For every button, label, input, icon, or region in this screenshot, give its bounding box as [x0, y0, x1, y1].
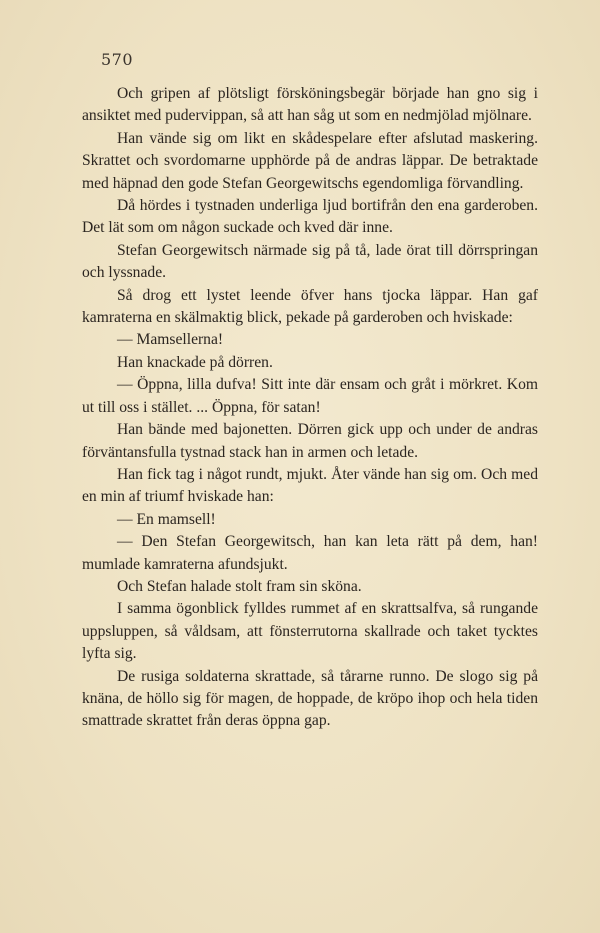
paragraph: Han bände med bajonetten. Dörren gick upp och under de andras förväntansfulla tystnad stack han in armen och letade. [82, 421, 538, 461]
paragraph: Så drog ett lystet leende öfver hans tjocka läppar. Han gaf kamraterna en skälmaktig blick, pekade på garderoben och hviskade: [82, 286, 538, 327]
dialogue-line: — Mamsellerna! [117, 331, 224, 349]
paragraph: Då hördes i tystnaden underliga ljud bortifrån den ena garderoben. Det lät som om någon suckade och kved där inne. [82, 197, 538, 237]
paragraph: I samma ögonblick fylldes rummet af en skrattsalfva, så rungande uppsluppen, så våldsam, att fönsterrutorna skallrade och taket tycktes lyfta sig. [82, 600, 538, 663]
page-number: 570 [101, 50, 134, 69]
paragraph: Han fick tag i något rundt, mjukt. Åter vände han sig om. Och med en min af triumf hviskade han: [82, 465, 538, 506]
paragraph: De rusiga soldaterna skrattade, så tårarne runno. De slogo sig på knäna, de höllo sig för magen, de hoppade, de kröpo ihop och hela tiden smattrade skrattet från deras öppna gap. [82, 667, 538, 730]
paragraph: Och Stefan halade stolt fram sin sköna. [117, 577, 362, 595]
paragraph: Han knackade på dörren. [117, 353, 273, 371]
dialogue-line: — Den Stefan Georgewitsch, han kan leta rätt på dem, han! mumlade kamraterna afundsjukt. [82, 533, 538, 573]
dialogue-line: — Öppna, lilla dufva! Sitt inte där ensam och gråt i mörkret. Kom ut till oss i stället. ... Öppna, för satan! [82, 376, 538, 416]
dialogue-line: — En mamsell! [117, 510, 216, 528]
paragraph: Han vände sig om likt en skådespelare efter afslutad maskering. Skrattet och svordomarne upphörde på de andras läppar. De betraktade med häpnad den gode Stefan Georgewitschs egendomliga förvandling. [82, 129, 538, 192]
body-text [82, 83, 538, 733]
paragraph: Och gripen af plötsligt försköningsbegär började han gno sig i ansiktet med pudervippan, så att han såg ut som en nedmjölad mjölnare. [82, 85, 538, 125]
paragraph: Stefan Georgewitsch närmade sig på tå, lade örat till dörrspringan och lyssnade. [82, 241, 538, 282]
